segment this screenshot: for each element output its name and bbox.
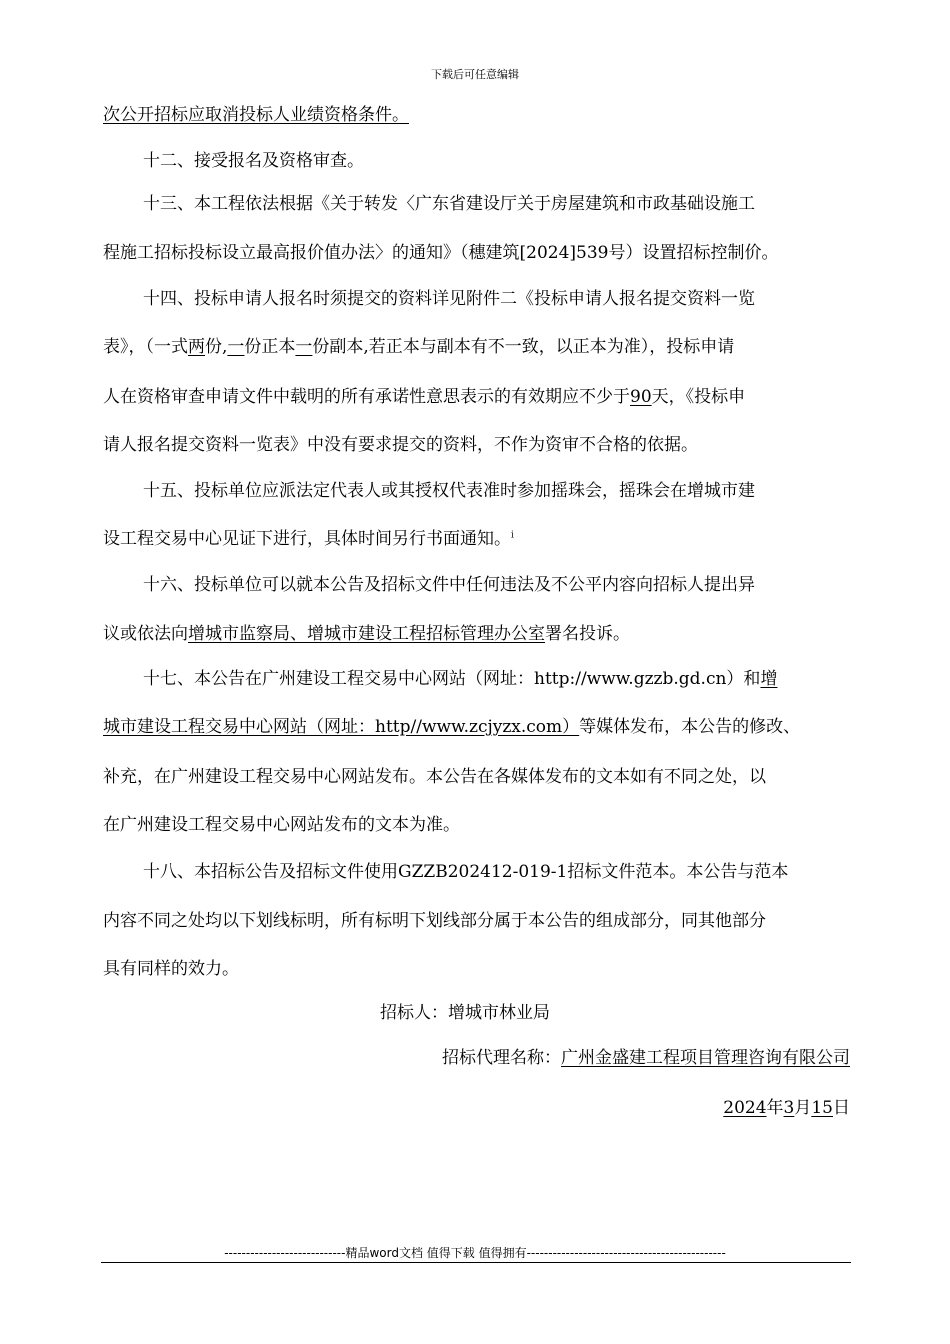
text-line: 人在资格审查申请文件中载明的所有承诺性意思表示的有效期应不少于90天，《投标申 <box>103 387 746 407</box>
agent-line: 招标代理名称：广州金盛建工程项目管理咨询有限公司 <box>442 1048 850 1068</box>
text-line: 表》，（一式两份,一份正本一份副本,若正本与副本有不一致，以正本为准），投标申请 <box>103 337 735 357</box>
duplicate-count: 一 <box>295 337 313 357</box>
text-line: 议或依法向增城市监察局、增城市建设工程招标管理办公室署名投诉。 <box>103 624 630 644</box>
underlined-text: 次公开招标应取消投标人业绩资格条件。 <box>103 105 409 125</box>
clause-14: 十四、投标申请人报名时须提交的资料详见附件二《投标申请人报名提交资料一览 <box>143 289 755 309</box>
text-line: 补充，在广州建设工程交易中心网站发布。本公告在各媒体发布的文本如有不同之处，以 <box>103 767 766 787</box>
copies-count: 两 <box>188 337 205 357</box>
footnote-mark: i <box>511 530 514 541</box>
tenderer-line: 招标人：增城市林业局 <box>380 1003 550 1023</box>
text-line: 在广州建设工程交易中心网站发布的文本为准。 <box>103 815 460 835</box>
date-day: 15 <box>811 1098 833 1118</box>
clause-16: 十六、投标单位可以就本公告及招标文件中任何违法及不公平内容向招标人提出异 <box>143 575 755 595</box>
page-header: 下载后可任意编辑 <box>431 68 519 81</box>
clause-12: 十二、接受报名及资格审查。 <box>143 151 364 171</box>
original-count: 一 <box>227 337 245 357</box>
text-line: 内容不同之处均以下划线标明，所有标明下划线部分属于本公告的组成部分，同其他部分 <box>103 911 766 931</box>
clause-13: 十三、本工程依法根据《关于转发〈广东省建设厅关于房屋建筑和市政基础设施工 <box>143 194 755 214</box>
text-line: 请人报名提交资料一览表》中没有要求提交的资料，不作为资审不合格的依据。 <box>103 435 698 455</box>
text-line: 具有同样的效力。 <box>103 959 239 979</box>
date-month: 3 <box>783 1098 795 1118</box>
zcjyzx-site: 城市建设工程交易中心网站（网址：http//www.zcjyzx.com） <box>103 717 580 737</box>
agent-name: 广州金盛建工程项目管理咨询有限公司 <box>561 1048 850 1068</box>
clause-18: 十八、本招标公告及招标文件使用GZZB202412-019-1招标文件范本。本公告与范本 <box>143 862 789 882</box>
clause-17: 十七、本公告在广州建设工程交易中心网站（网址：http://www.gzzb.gd.cn）和增 <box>143 669 778 689</box>
text-line: 城市建设工程交易中心网站（网址：http//www.zcjyzx.com）等媒体发布，本公告的修改、 <box>103 717 801 737</box>
date-line: 2024年3月15日 <box>723 1098 850 1118</box>
text-line: 程施工招标投标设立最高报价值办法〉的通知》（穗建筑[2024]539号）设置招标控制价。 <box>103 243 779 263</box>
validity-days: 90 <box>630 387 652 407</box>
text-line: 设工程交易中心见证下进行，具体时间另行书面通知。$^i$ <box>103 529 514 549</box>
text-line <box>103 100 863 125</box>
date-year: 2024 <box>723 1098 767 1118</box>
complaint-offices: 增城市监察局、增城市建设工程招标管理办公室 <box>188 624 545 644</box>
page-footer: ----------------------------精品word文档 值得下载 值得拥有---------------------------------------------- <box>224 1246 726 1260</box>
footer-rule <box>101 1262 851 1263</box>
clause-15: 十五、投标单位应派法定代表人或其授权代表准时参加摇珠会，摇珠会在增城市建 <box>143 481 755 501</box>
